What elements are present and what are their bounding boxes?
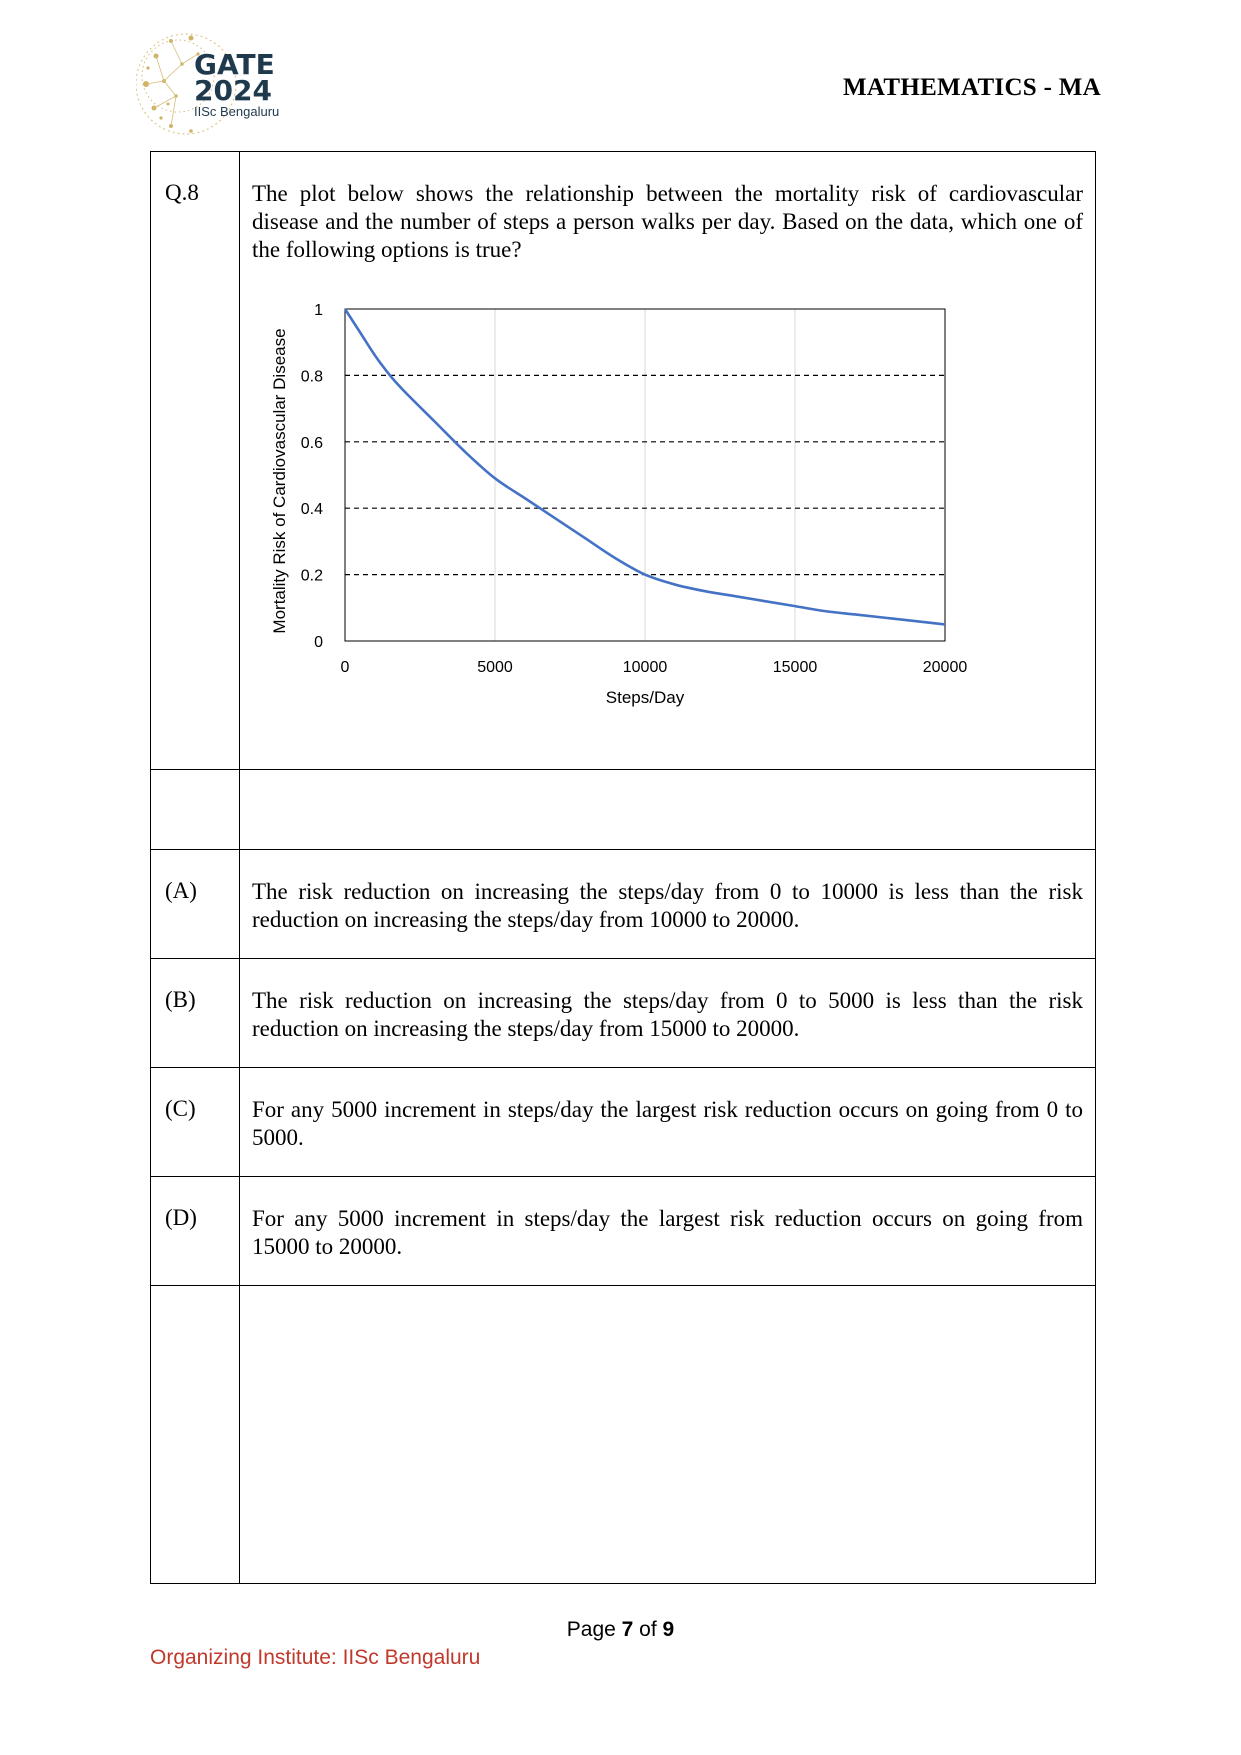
risk-chart — [240, 278, 1096, 718]
option-row-c — [151, 1068, 1096, 1177]
question-table — [150, 151, 1096, 1584]
logo-year: 2024 — [194, 74, 272, 107]
option-label: (A) — [165, 878, 197, 903]
question-text: The plot below shows the relationship between the mortality risk of cardiovascular disease and the number of steps a person walks per day. Based on the data, which one of the following options is true? — [252, 181, 1083, 262]
y-axis-label: Mortality Risk of Cardiovascular Disease — [270, 328, 289, 634]
option-label: (D) — [165, 1205, 197, 1230]
x-tick-label: 0 — [340, 659, 350, 676]
logo-title: GATE — [194, 48, 275, 81]
option-row-a — [151, 850, 1096, 959]
page-total: 9 — [662, 1618, 675, 1641]
x-tick-label: 20000 — [922, 659, 968, 676]
x-tick-label: 5000 — [477, 659, 513, 676]
question-row — [151, 152, 1096, 770]
y-tick-label: 0.8 — [300, 368, 323, 386]
option-text: For any 5000 increment in steps/day the largest risk reduction occurs on going from 0 to 5000. — [252, 1097, 1083, 1150]
page-prefix: Page — [566, 1618, 622, 1641]
option-row-b — [151, 959, 1096, 1068]
x-tick-label: 10000 — [622, 659, 668, 676]
option-text: The risk reduction on increasing the steps/day from 0 to 5000 is less than the risk reduction on increasing the steps/day from 15000 to 20000. — [252, 988, 1083, 1041]
y-tick-label: 0 — [314, 634, 323, 651]
blank-row — [151, 770, 1096, 850]
page-mid: of — [633, 1618, 663, 1641]
y-tick-label: 0.4 — [300, 501, 323, 519]
chart-container — [240, 278, 1095, 718]
option-row-d — [151, 1177, 1096, 1286]
page-current: 7 — [621, 1618, 634, 1641]
y-tick-label: 1 — [314, 302, 323, 319]
y-tick-label: 0.6 — [300, 434, 323, 452]
x-axis-label: Steps/Day — [605, 688, 685, 707]
logo-institute: IISc Bengaluru — [194, 104, 280, 119]
option-text: The risk reduction on increasing the steps/day from 0 to 10000 is less than the risk reduction on increasing the steps/day from 10000 to 20000. — [252, 879, 1083, 932]
x-tick-label: 15000 — [772, 659, 818, 676]
empty-bottom-row — [151, 1286, 1096, 1584]
y-tick-label: 0.2 — [300, 567, 323, 585]
page-number — [0, 1618, 1241, 1642]
organizing-institute: Organizing Institute: IISc Bengaluru — [150, 1646, 481, 1669]
subject-heading: MATHEMATICS - MA — [842, 74, 1101, 101]
gate-logo — [136, 26, 296, 142]
option-text: For any 5000 increment in steps/day the largest risk reduction occurs on going from 15000 to 20000. — [252, 1206, 1083, 1259]
question-number: Q.8 — [165, 180, 199, 205]
option-label: (B) — [165, 987, 196, 1012]
option-label: (C) — [165, 1096, 196, 1121]
